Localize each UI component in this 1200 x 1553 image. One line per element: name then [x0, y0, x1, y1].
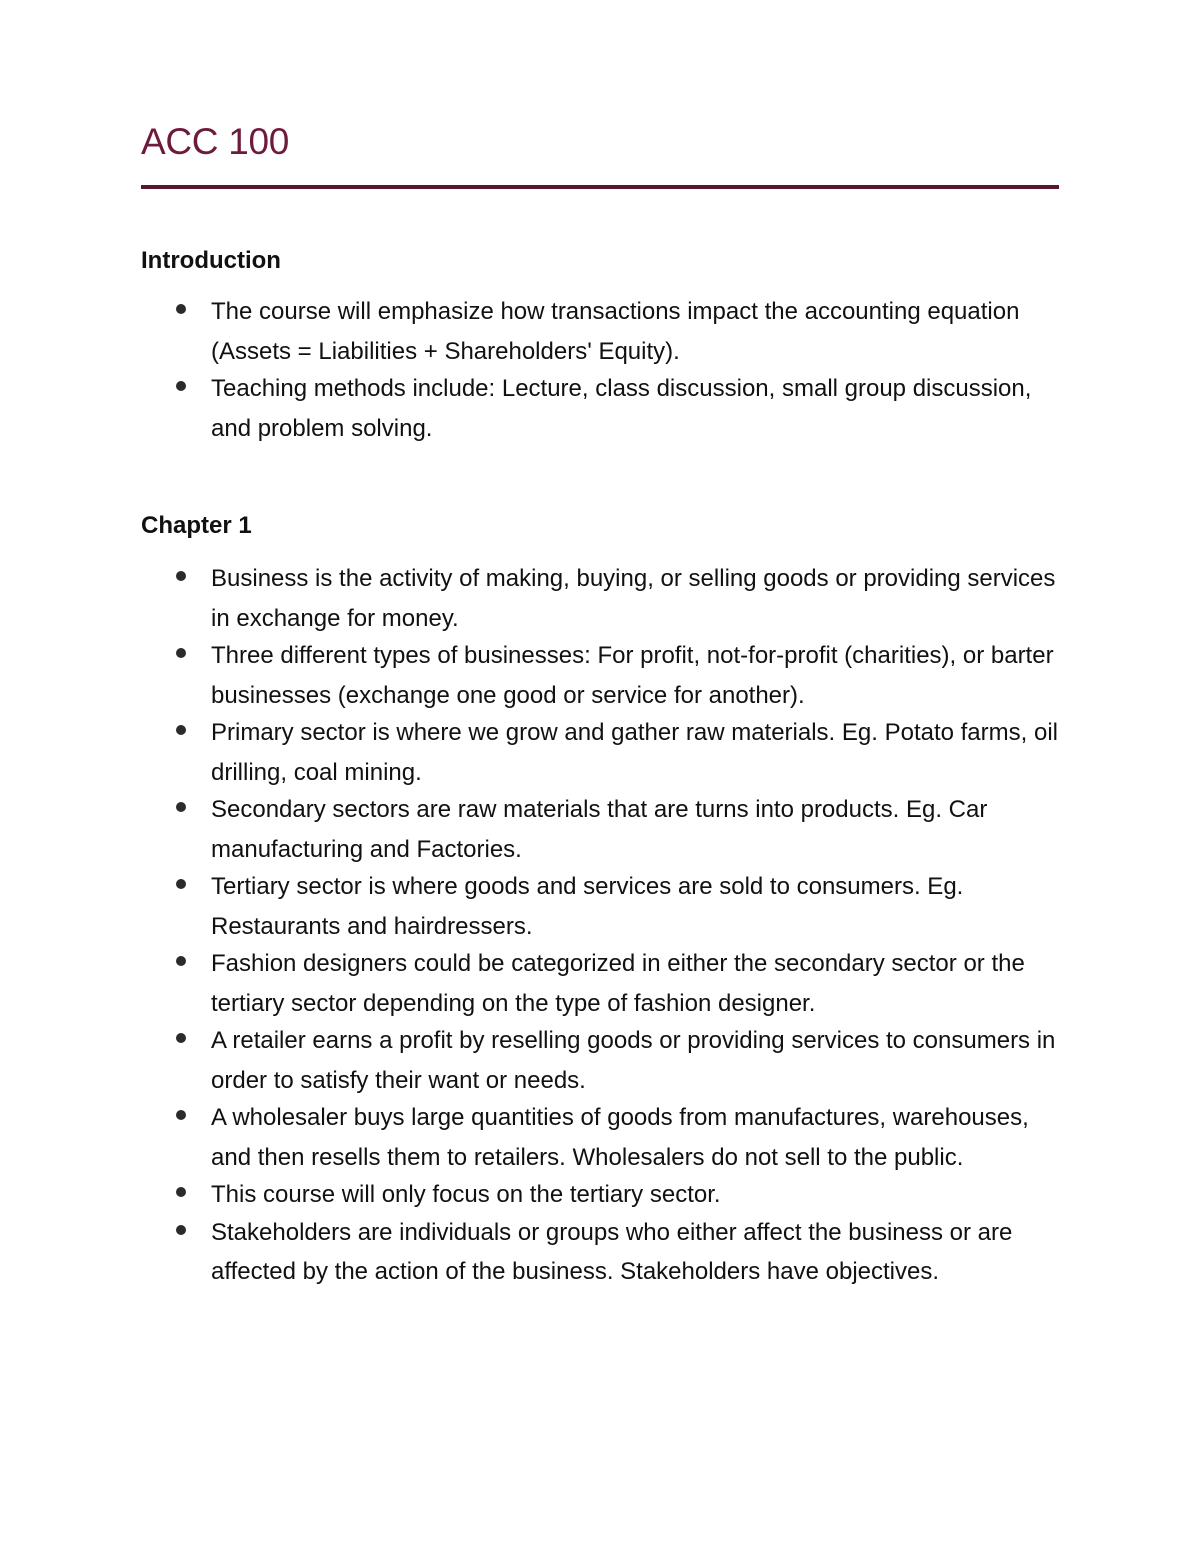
list-item-text: Business is the activity of making, buying, or selling goods or providing services in exchange for money. [211, 565, 1056, 632]
list-item [141, 559, 1059, 638]
list-item-text: A wholesaler buys large quantities of goods from manufactures, warehouses, and then resells them to retailers. Wholesalers do not sell to the public. [211, 1104, 1029, 1171]
list-item-text: Teaching methods include: Lecture, class discussion, small group discussion, and problem solving. [211, 375, 1032, 442]
list-item-text: This course will only focus on the tertiary sector. [211, 1181, 721, 1208]
bullet-icon [176, 802, 186, 812]
bullet-icon [176, 304, 186, 314]
bullet-icon [176, 879, 186, 889]
list-item-text: Primary sector is where we grow and gather raw materials. Eg. Potato farms, oil drilling, coal mining. [211, 719, 1058, 786]
list-item [141, 1213, 1059, 1292]
list-item [141, 790, 1059, 869]
list-item [141, 867, 1059, 946]
list-item [141, 1175, 1059, 1215]
bullet-icon [176, 1110, 186, 1120]
list-item [141, 713, 1059, 792]
section-heading-chapter-1: Chapter 1 [141, 512, 252, 539]
list-item [141, 944, 1059, 1023]
list-item-text: A retailer earns a profit by reselling goods or providing services to consumers in order to satisfy their want or needs. [211, 1027, 1056, 1094]
bullet-icon [176, 1187, 186, 1197]
list-item-text: Secondary sectors are raw materials that are turns into products. Eg. Car manufacturing and Factories. [211, 796, 988, 863]
bullet-icon [176, 381, 186, 391]
list-item-text: The course will emphasize how transactions impact the accounting equation (Assets = Liabilities + Shareholders' Equity). [211, 298, 1020, 365]
list-item [141, 369, 1059, 448]
bullet-icon [176, 725, 186, 735]
list-item-text: Tertiary sector is where goods and services are sold to consumers. Eg. Restaurants and hairdressers. [211, 873, 964, 940]
list-item [141, 1098, 1059, 1177]
bullet-icon [176, 1033, 186, 1043]
list-item [141, 1021, 1059, 1100]
introduction-bullet-list [141, 292, 1059, 446]
list-item-text: Fashion designers could be categorized in either the secondary sector or the tertiary sector depending on the type of fashion designer. [211, 950, 1025, 1017]
list-item-text: Three different types of businesses: For profit, not-for-profit (charities), or barter businesses (exchange one good or service for another). [211, 642, 1054, 709]
title-underline-rule [141, 185, 1059, 189]
bullet-icon [176, 648, 186, 658]
section-heading-introduction: Introduction [141, 247, 281, 274]
bullet-icon [176, 956, 186, 966]
list-item [141, 636, 1059, 715]
chapter-1-bullet-list [141, 559, 1059, 1290]
bullet-icon [176, 571, 186, 581]
bullet-icon [176, 1225, 186, 1235]
document-title: ACC 100 [141, 121, 290, 162]
list-item [141, 292, 1059, 371]
list-item-text: Stakeholders are individuals or groups who either affect the business or are affected by the action of the business. Stakeholders have objectives. [211, 1218, 1013, 1285]
